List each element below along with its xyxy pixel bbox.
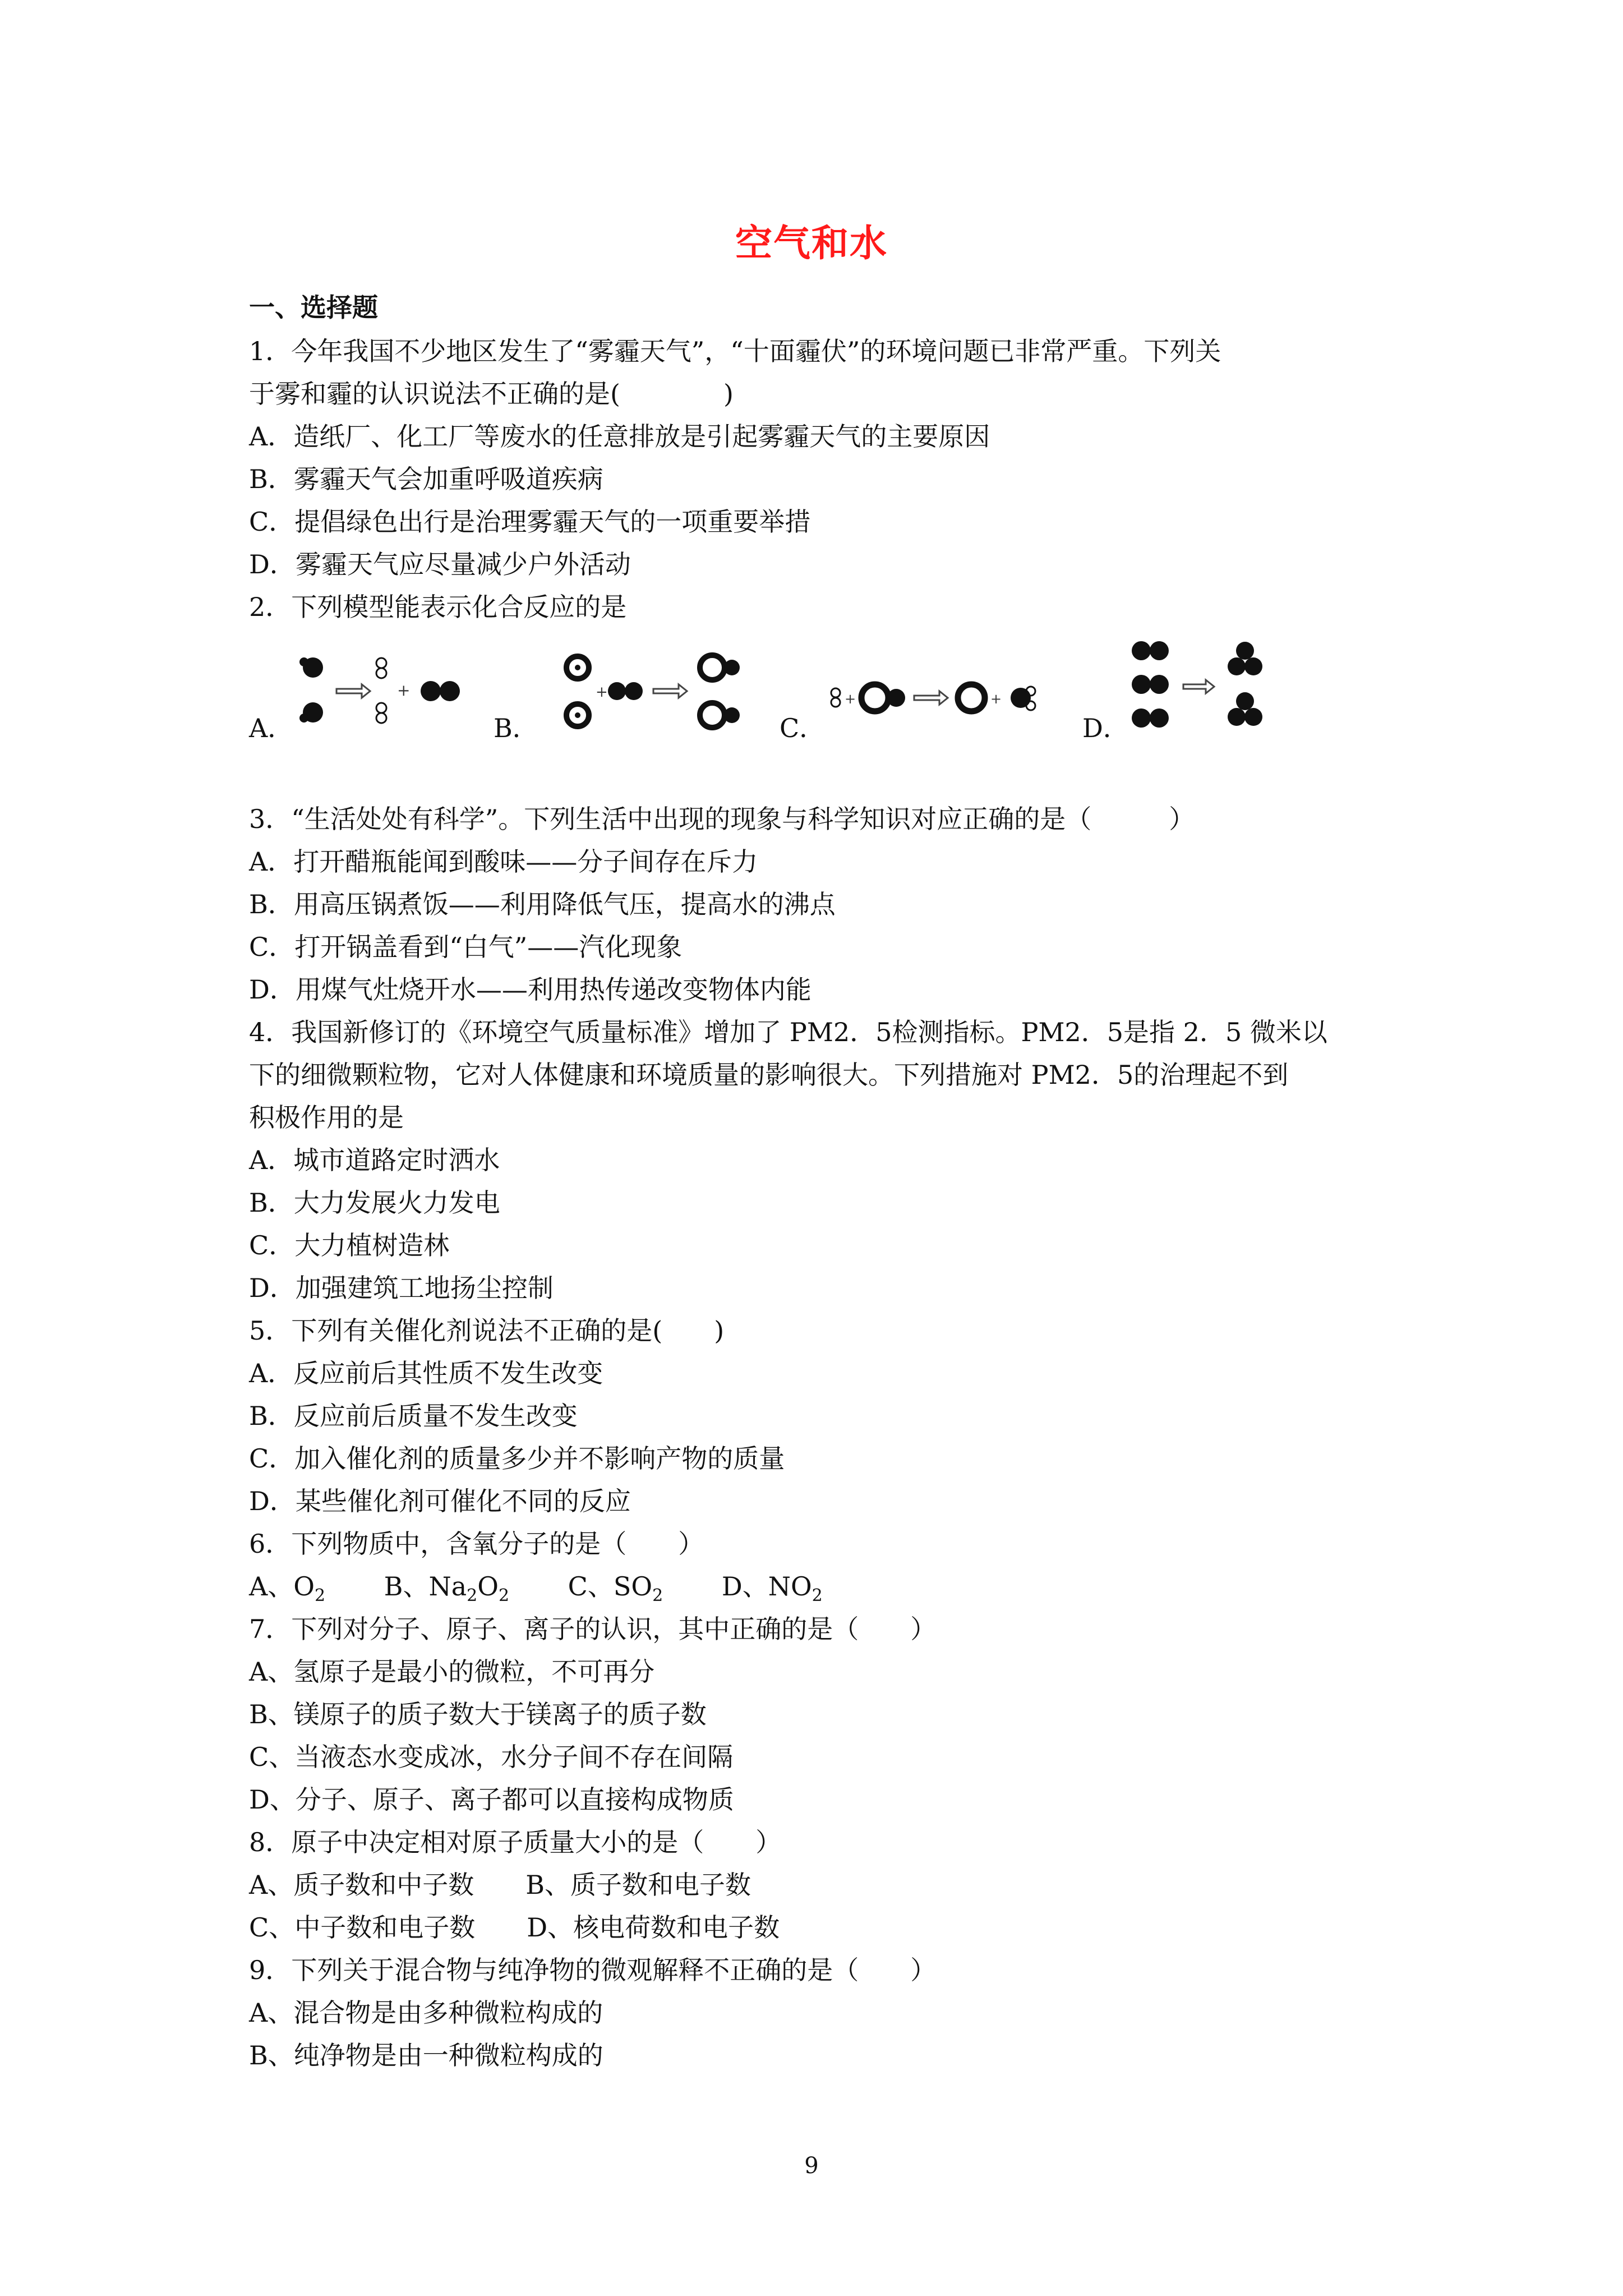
question-4-option-b: B．大力发展火力发电: [249, 1188, 500, 1218]
question-6-stem: 6．下列物质中，含氧分子的是（ ）: [249, 1529, 704, 1559]
question-5-stem: 5．下列有关催化剂说法不正确的是( ): [249, 1315, 725, 1346]
question-3-option-a: A．打开醋瓶能闻到酸味——分子间存在斥力: [249, 846, 758, 877]
question-4-option-c: C．大力植树造林: [249, 1230, 450, 1260]
question-1-line-2: 于雾和霾的认识说法不正确的是( ): [249, 379, 734, 409]
question-1-line-1: 1．今年我国不少地区发生了“雾霾天气”，“十面霾伏”的环境问题已非常严重。下列关: [249, 336, 1221, 366]
q2-option-a-label: A．: [249, 713, 294, 743]
question-7-option-c: C、当液态水变成冰，水分子间不存在间隔: [249, 1742, 734, 1772]
q6-option-b: B、$Na_2O_2$: [384, 1571, 510, 1606]
question-2-stem: 2．下列模型能表示化合反应的是: [249, 592, 627, 622]
question-7-option-a: A、氢原子是最小的微粒，不可再分: [249, 1657, 655, 1687]
page-number: 9: [804, 2153, 819, 2179]
section-heading: 一、选择题: [249, 292, 378, 323]
question-7-option-d: D、分子、原子、离子都可以直接构成物质: [249, 1784, 734, 1815]
question-5-option-a: A．反应前后其性质不发生改变: [249, 1358, 603, 1388]
question-1-option-a: A．造纸厂、化工厂等废水的任意排放是引起雾霾天气的主要原因: [249, 421, 990, 452]
question-1-option-b: B．雾霾天气会加重呼吸道疾病: [249, 464, 603, 494]
q2-model-b: [544, 645, 757, 735]
q6-option-c: C、$SO_2$: [568, 1571, 663, 1606]
q2-model-c: [824, 668, 1049, 729]
page-title: 空气和水: [735, 222, 888, 265]
question-8-stem: 8．原子中决定相对原子质量大小的是（ ）: [249, 1827, 782, 1857]
svg-text:+: +: [397, 681, 411, 700]
question-9-option-a: A、混合物是由多种微粒构成的: [249, 1998, 603, 2028]
question-7-stem: 7．下列对分子、原子、离子的认识，其中正确的是（ ）: [249, 1614, 937, 1644]
question-4-line-1: 4．我国新修订的《环境空气质量标准》增加了 PM2．5检测指标。PM2．5是指 2．5 微米以: [249, 1017, 1327, 1047]
question-5-option-d: D．某些催化剂可催化不同的反应: [249, 1486, 631, 1516]
question-1-option-d: D．雾霾天气应尽量减少户外活动: [249, 549, 631, 579]
question-4-option-d: D．加强建筑工地扬尘控制: [249, 1273, 554, 1303]
q2-option-b-label: B．: [494, 713, 538, 743]
q2-model-d: [1124, 634, 1293, 740]
question-9-stem: 9．下列关于混合物与纯净物的微观解释不正确的是（ ）: [249, 1955, 937, 1985]
question-9-option-b: B、纯净物是由一种微粒构成的: [249, 2040, 603, 2070]
question-8-options-ab: A、质子数和中子数 B、质子数和电子数: [249, 1870, 751, 1900]
question-3-option-c: C．打开锅盖看到“白气”——汽化现象: [249, 932, 683, 962]
question-3-stem: 3．“生活处处有科学”。下列生活中出现的现象与科学知识对应正确的是（ ）: [249, 804, 1195, 834]
question-4-line-2: 下的细微颗粒物，它对人体健康和环境质量的影响很大。下列措施对 PM2．5的治理起不到: [249, 1060, 1289, 1090]
q2-model-a: [292, 645, 477, 735]
question-8-options-cd: C、中子数和电子数 D、核电荷数和电子数: [249, 1912, 780, 1943]
question-4-option-a: A．城市道路定时洒水: [249, 1145, 500, 1175]
q2-option-d-label: D．: [1082, 713, 1129, 743]
question-6-options: [249, 1571, 823, 1612]
question-3-option-d: D．用煤气灶烧开水——利用热传递改变物体内能: [249, 974, 811, 1005]
q6-option-d: D、$NO_2$: [721, 1571, 823, 1606]
question-3-option-b: B．用高压锅煮饭——利用降低气压，提高水的沸点: [249, 889, 836, 919]
q6-option-a: A、$O_2$: [249, 1571, 326, 1606]
question-1-option-c: C．提倡绿色出行是治理雾霾天气的一项重要举措: [249, 507, 811, 537]
question-5-option-c: C．加入催化剂的质量多少并不影响产物的质量: [249, 1443, 785, 1474]
question-7-option-b: B、镁原子的质子数大于镁离子的质子数: [249, 1699, 707, 1729]
q2-option-c-label: C．: [780, 713, 826, 743]
svg-text:+: +: [596, 684, 608, 701]
svg-text:+: +: [845, 691, 856, 707]
question-5-option-b: B．反应前后质量不发生改变: [249, 1401, 578, 1431]
question-4-line-3: 积极作用的是: [249, 1102, 404, 1133]
svg-text:+: +: [990, 691, 1002, 707]
